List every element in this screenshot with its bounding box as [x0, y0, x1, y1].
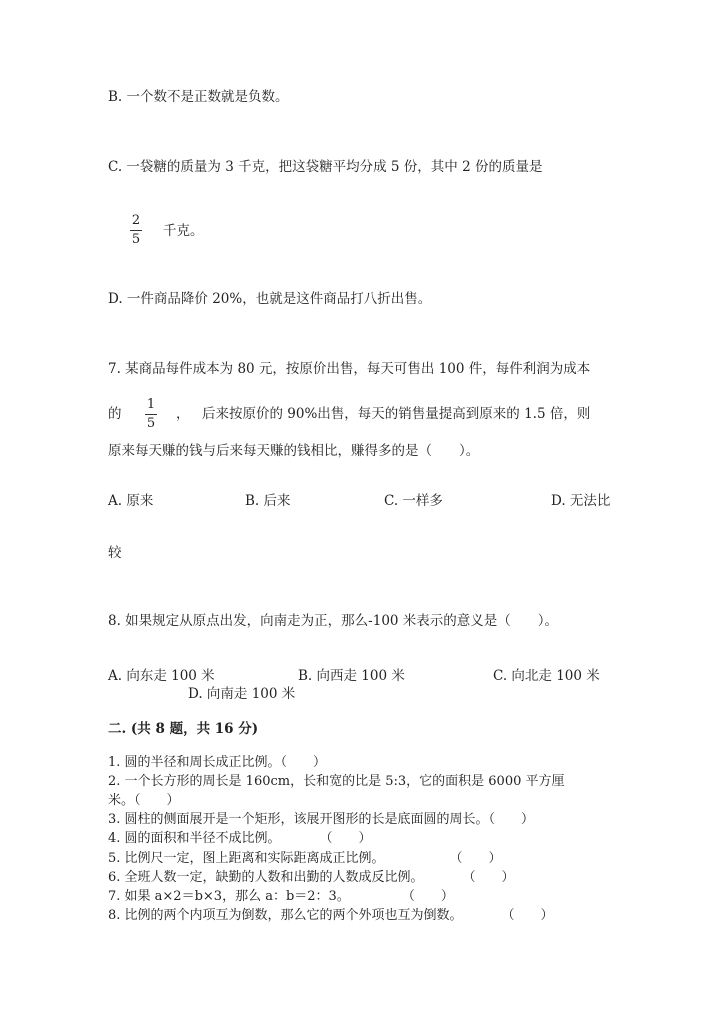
q7-line2: 后来按原价的 90%出售，每天的销售量提高到原来的 1.5 倍，则 [202, 406, 591, 422]
q7-comma: ， [176, 406, 190, 422]
s2-item-1: 1. 圆的半径和周长成正比例。（ ） [108, 755, 327, 770]
q7-option-c: C. 一样多 [384, 493, 443, 509]
section-2-title: 二. (共 8 题，共 16 分) [108, 721, 259, 737]
option-b: B. 一个数不是正数就是负数。 [108, 89, 289, 105]
q8-option-d: D. 向南走 100 米 [188, 686, 296, 702]
q7-option-d: D. 无法比 [551, 493, 611, 509]
q7-line3: 原来每天赚的钱与后来每天赚的钱相比，赚得多的是（ ）。 [108, 443, 480, 459]
q7-option-d-cont: 较 [108, 545, 122, 561]
s2-item-3: 3. 圆柱的侧面展开是一个矩形，该展开图形的长是底面圆的周长。（ ） [108, 812, 535, 827]
option-c-fraction [130, 214, 142, 247]
s2-item-5: 5. 比例尺一定，图上距离和实际距离成正比例。 （ ） [108, 851, 502, 866]
s2-item-7: 7. 如果 a×2＝b×3，那么 a：b＝2：3。 （ ） [108, 889, 454, 904]
q8-option-c: C. 向北走 100 米 [493, 668, 600, 684]
option-d: D. 一件商品降价 20%，也就是这件商品打八折出售。 [108, 291, 432, 307]
q7-option-a: A. 原来 [108, 493, 154, 509]
q8-option-b: B. 向西走 100 米 [298, 668, 405, 684]
s2-item-8: 8. 比例的两个内项互为倒数，那么它的两个外项也互为倒数。 （ ） [108, 908, 554, 923]
option-c-line: C. 一袋糖的质量为 3 千克，把这袋糖平均分成 5 份，其中 2 份的质量是 [108, 159, 543, 175]
q7-line1: 7. 某商品每件成本为 80 元，按原价出售，每天可售出 100 件，每件利润为成本 [108, 361, 591, 377]
option-c-unit: 千克。 [163, 223, 204, 239]
q8-stem: 8. 如果规定从原点出发，向南走为正，那么-100 米表示的意义是（ ）。 [108, 613, 559, 629]
fraction-numerator: 2 [131, 213, 141, 228]
s2-item-2-cont: 米。（ ） [108, 793, 180, 808]
q8-option-a: A. 向东走 100 米 [108, 668, 215, 684]
q7-option-b: B. 后来 [245, 493, 291, 509]
fraction-denominator: 5 [131, 232, 141, 247]
fraction-bar [145, 414, 157, 415]
s2-item-6: 6. 全班人数一定，缺勤的人数和出勤的人数成反比例。 （ ） [108, 870, 515, 885]
fraction-numerator: 1 [146, 397, 156, 412]
s2-item-4: 4. 圆的面积和半径不成比例。 （ ） [108, 831, 372, 846]
q7-fraction [145, 398, 157, 431]
fraction-denominator: 5 [146, 416, 156, 431]
s2-item-2: 2. 一个长方形的周长是 160cm，长和宽的比是 5:3，它的面积是 6000 平方厘 [108, 774, 565, 789]
q7-pre: 的 [108, 406, 122, 422]
fraction-bar [130, 230, 142, 231]
